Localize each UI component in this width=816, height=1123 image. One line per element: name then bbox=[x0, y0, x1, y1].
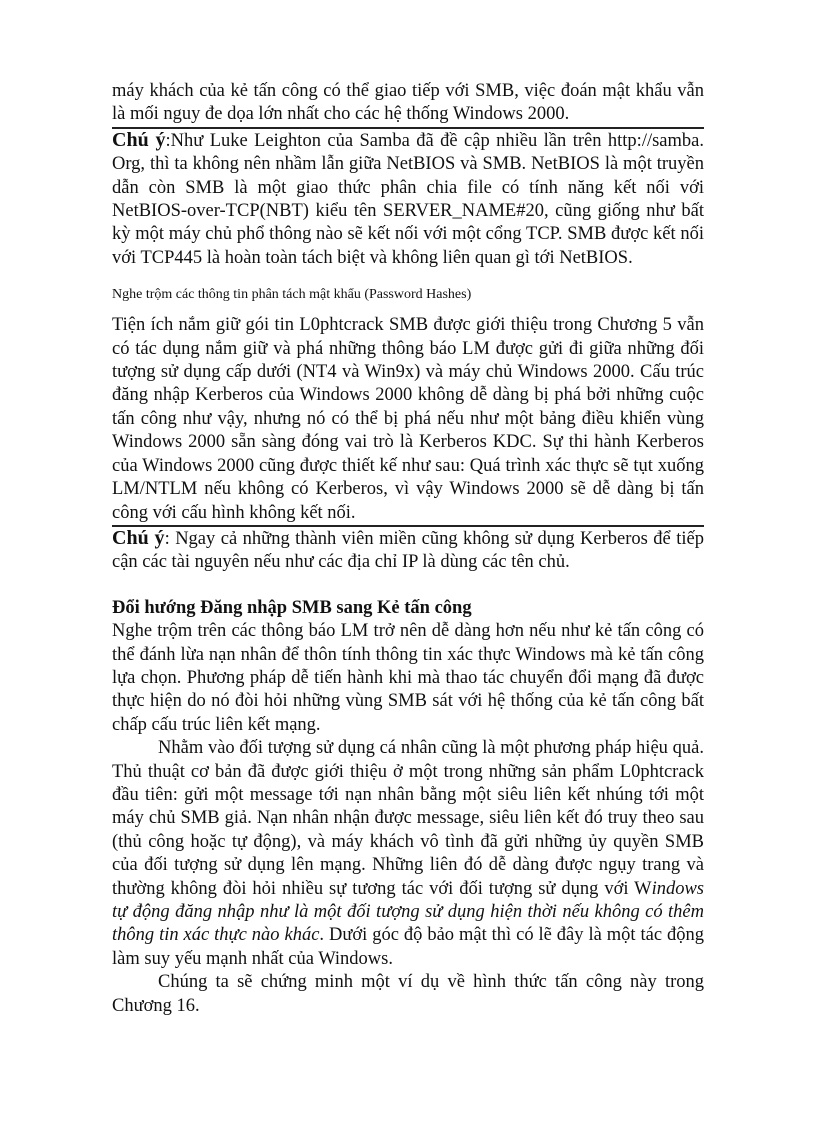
note-2 bbox=[112, 527, 704, 575]
paragraph-redirect-2-part1: Nhằm vào đối tượng sử dụng cá nhân cũng là một phương pháp hiệu quả. Thủ thuật cơ bản đã được giới thiệu ở một trong những sản phẩm L0phtcrack đầu tiên: gửi một message tới nạn nhân bằng một siêu liên kết nhúng tới một máy chủ SMB giả. Nạn nhân nhận được message, siêu liên kết đó truy theo sau (thủ công hoặc tự động), và máy khách vô tình đã gửi những ủy quyền SMB của đối tượng sử dụng lên mạng. Những liên đó dễ dàng được ngụy trang và thường không đòi hỏi nhiều sự tương tác với đối tượng sử dụng với W bbox=[112, 738, 704, 899]
paragraph-redirect-2-part2: . Dưới góc độ bảo mật thì có lẽ đây là một tác động làm suy yếu mạnh nhất của Windows. bbox=[112, 925, 704, 969]
subheading-password-hashes: Nghe trộm các thông tin phân tách mật khẩu (Password Hashes) bbox=[112, 287, 472, 303]
note-1 bbox=[112, 129, 704, 270]
note-2-label: Chú ý bbox=[112, 526, 165, 549]
paragraph-redirect-2 bbox=[112, 737, 704, 971]
paragraph-redirect-3: Chúng ta sẽ chứng minh một ví dụ về hình thức tấn công này trong Chương 16. bbox=[112, 972, 704, 1016]
paragraph-top: máy khách của kẻ tấn công có thể giao tiếp với SMB, việc đoán mật khẩu vẫn là mối nguy đe dọa lớn nhất cho các hệ thống Windows 2000. bbox=[112, 81, 704, 125]
heading-smb-redirect: Đổi hướng Đăng nhập SMB sang Kẻ tấn công bbox=[112, 597, 472, 618]
document-page bbox=[112, 80, 704, 1018]
note-1-label: Chú ý bbox=[112, 128, 166, 151]
note-1-text: :Như Luke Leighton của Samba đã đề cập nhiều lần trên http://samba. Org, thì ta không nên nhầm lẫn giữa NetBIOS và SMB. NetBIOS là một truyền dẫn còn SMB là một giao thức phân chia file có tính năng kết nối với NetBIOS-over-TCP(NBT) kiểu tên SERVER_NAME#20, cũng giống như bất kỳ một máy chủ phổ thông nào sẽ kết nối với một cổng TCP. SMB được kết nối với TCP445 là hoàn toàn tách biệt và không liên quan gì tới NetBIOS. bbox=[112, 130, 704, 268]
note-2-text: : Ngay cả những thành viên miền cũng không sử dụng Kerberos để tiếp cận các tài nguyên nếu như các địa chỉ IP là dùng các tên chủ. bbox=[112, 528, 704, 573]
paragraph-l0phtcrack: Tiện ích nắm giữ gói tin L0phtcrack SMB được giới thiệu trong Chương 5 vẫn có tác dụng nắm giữ và phá những thông báo LM được gửi đi giữa những đối tượng sử dụng cấp dưới (NT4 và Win9x) và máy chủ Windows 2000. Cấu trúc đăng nhập Kerberos của Windows 2000 không dễ dàng bị phá bởi những cuộc tấn công như vậy, nhưng nó có thể bị phá nếu như một bảng điều khiển vùng Windows 2000 sẵn sàng đóng vai trò là Kerberos KDC. Sự thi hành Kerberos của Windows 2000 cũng được thiết kế như sau: Quá trình xác thực sẽ tụt xuống LM/NTLM nếu không có Kerberos, vì vậy Windows 2000 sẽ dễ dàng bị tấn công với cấu hình không kết nối. bbox=[112, 315, 704, 523]
paragraph-redirect-2-italic: indows tự động đăng nhập như là một đối tượng sử dụng hiện thời nếu không có thêm thông tin xác thực nào khác bbox=[112, 878, 704, 946]
paragraph-redirect-1: Nghe trộm trên các thông báo LM trở nên dễ dàng hơn nếu như kẻ tấn công có thể đánh lừa nạn nhân để thôn tính thông tin xác thực Windows mà kẻ tấn công lựa chọn. Phương pháp dễ tiến hành khi mà thao tác chuyển đổi mạng đã được thực hiện do nó đòi hỏi những vùng SMB sát với hệ thống của kẻ tấn công bất chấp cấu trúc liên kết mạng. bbox=[112, 621, 704, 735]
